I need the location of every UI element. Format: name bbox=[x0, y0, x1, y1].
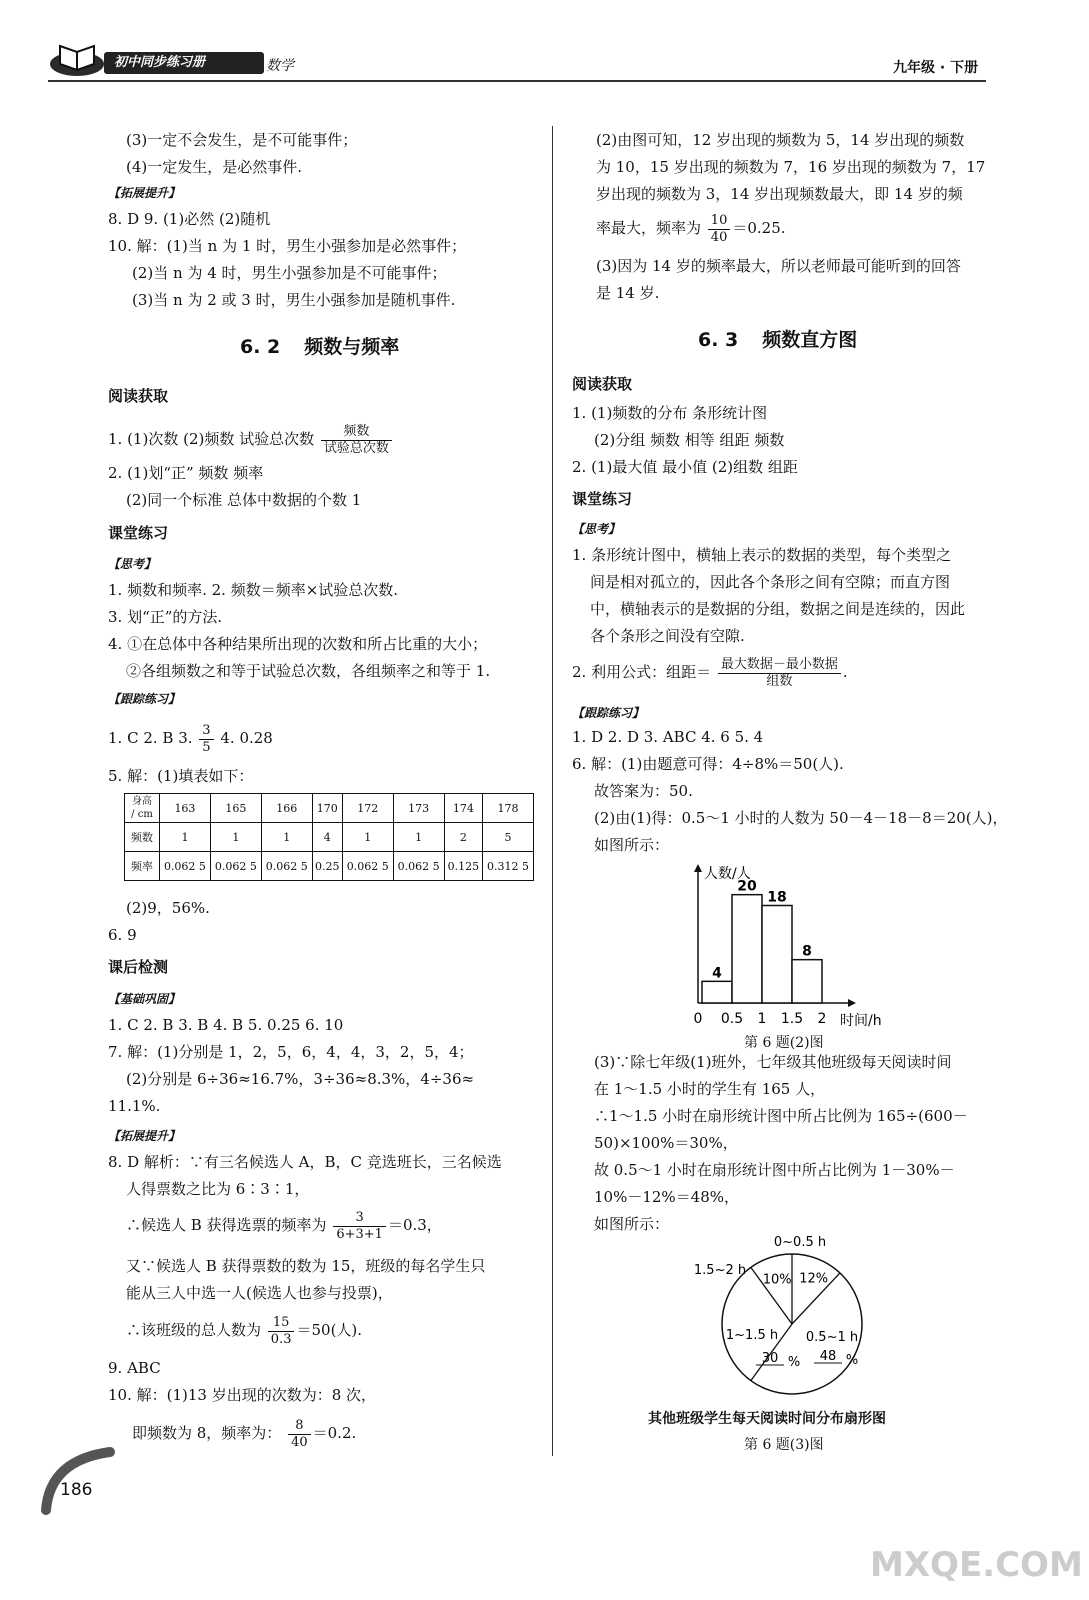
section-heading-6-2: 6. 2 频数与频率 bbox=[240, 336, 400, 358]
table-cell: 5 bbox=[483, 823, 534, 852]
class-practice-title: 课堂练习 bbox=[572, 490, 633, 508]
table-cell: 0.062 5 bbox=[393, 852, 444, 881]
text-line: 在 1～1.5 小时的学生有 165 人， bbox=[594, 1080, 826, 1098]
bar-value-label: 8 bbox=[802, 943, 812, 960]
text-line: 如图所示： bbox=[594, 1215, 670, 1233]
tag-think: 【思考】 bbox=[108, 557, 157, 571]
text-line: (4)一定发生，是必然事件. bbox=[126, 158, 303, 176]
table-cell: 166 bbox=[261, 794, 312, 823]
text-line: (3)∵除七年级(1)班外，七年级其他班级每天阅读时间 bbox=[594, 1053, 952, 1071]
text-line: 又∵候选人 B 获得票数的数为 15，班级的每名学生只 bbox=[126, 1257, 486, 1275]
fraction: $\frac{3}{5}$ bbox=[199, 723, 213, 756]
table-cell: 0.062 5 bbox=[160, 852, 211, 881]
text-line: 1. C 2. B 3. $\frac{3}{5}$ 4. 0.28 bbox=[108, 722, 273, 755]
table-row bbox=[125, 823, 534, 852]
table-cell: 2 bbox=[444, 823, 482, 852]
pie-category-label: 0.5~1 h bbox=[805, 1330, 859, 1345]
watermark: MXQE.COM bbox=[870, 1545, 1083, 1585]
text-line: 能从三人中选一人(候选人也参与投票)， bbox=[126, 1284, 393, 1302]
text-line: (2)同一个标准 总体中数据的个数 1 bbox=[126, 491, 362, 509]
text-line: (3)当 n 为 2 或 3 时，男生小强参加是随机事件. bbox=[132, 291, 456, 309]
text-line: ∴候选人 B 获得选票的频率为 $\frac{3}{6+3+1}$ ＝0.3， bbox=[126, 1209, 442, 1242]
text-line: ②各组频数之和等于试验总次数，各组频率之和等于 1. bbox=[126, 662, 491, 680]
book-logo-icon bbox=[48, 34, 106, 78]
table-cell: 1 bbox=[160, 823, 211, 852]
text-line: 11.1%. bbox=[108, 1097, 161, 1115]
text-line: (3)因为 14 岁的频率最大，所以老师最可能听到的回答 bbox=[596, 257, 961, 275]
pie-value-label: 10% bbox=[762, 1272, 792, 1288]
header-logo bbox=[48, 34, 106, 78]
text-line: 中，横轴表示的是数据的分组，数据之间是连续的，因此 bbox=[590, 600, 966, 618]
page-number: 186 bbox=[60, 1480, 93, 1500]
table-cell: 0.062 5 bbox=[210, 852, 261, 881]
text-line: (2)分别是 6÷36≈16.7%，3÷36≈8.3%，4÷36≈ bbox=[126, 1070, 475, 1088]
text-line: 50)×100%＝30%， bbox=[594, 1134, 738, 1152]
tag-track: 【跟踪练习】 bbox=[108, 692, 181, 706]
text-line: 4. ①在总体中各种结果所出现的次数和所占比重的大小； bbox=[108, 635, 488, 653]
histogram-caption: 第 6 题(2)图 bbox=[744, 1035, 824, 1051]
table-header-cell: 身高 / cm bbox=[125, 794, 160, 823]
histogram-bar bbox=[792, 960, 822, 1003]
text-line: (2)分组 频数 相等 组距 频数 bbox=[594, 431, 785, 449]
table-cell: 165 bbox=[210, 794, 261, 823]
text-line: 7. 解：(1)分别是 1，2，5，6，4，4，3，2，5，4； bbox=[108, 1043, 474, 1061]
section-heading-6-3: 6. 3 频数直方图 bbox=[698, 329, 858, 351]
text-line: 1. C 2. B 3. B 4. B 5. 0.25 6. 10 bbox=[108, 1016, 344, 1034]
text-line: 1. D 2. D 3. ABC 4. 6 5. 4 bbox=[572, 728, 764, 746]
text-line: (2)由图可知，12 岁出现的频数为 5，14 岁出现的频数 bbox=[596, 131, 965, 149]
pie-title: 其他班级学生每天阅读时间分布扇形图 bbox=[648, 1411, 886, 1427]
text-line: 6. 解：(1)由题意可得：4÷8%＝50(人). bbox=[572, 755, 844, 773]
table-cell: 170 bbox=[312, 794, 342, 823]
text-line: 2. (1)划“正” 频数 频率 bbox=[108, 464, 264, 482]
y-axis-arrow bbox=[694, 864, 702, 872]
table-cell: 0.25 bbox=[312, 852, 342, 881]
pie-percent-sign: % bbox=[787, 1355, 801, 1370]
text-line: 8. D 9. (1)必然 (2)随机 bbox=[108, 210, 271, 228]
bar-value-label: 4 bbox=[712, 965, 722, 982]
pie-category-label: 0~0.5 h bbox=[773, 1235, 827, 1250]
text-line: (2)9，56%. bbox=[126, 899, 210, 917]
text-line: 9. ABC bbox=[108, 1359, 161, 1377]
x-tick-label: 2 bbox=[817, 1011, 827, 1027]
book-title: 初中同步练习册 bbox=[114, 55, 206, 70]
frequency-table bbox=[124, 793, 534, 881]
pie-percent-sign: % bbox=[845, 1353, 859, 1368]
text-line: 即频数为 8，频率为： $\frac{8}{40}$ ＝0.2. bbox=[132, 1417, 357, 1450]
table-cell: 1 bbox=[210, 823, 261, 852]
text-line: 率最大，频率为 $\frac{10}{40}$ ＝0.25. bbox=[596, 212, 786, 245]
text-line: 10. 解：(1)当 n 为 1 时，男生小强参加是必然事件； bbox=[108, 237, 467, 255]
text-line: 1. (1)次数 (2)频数 试验总次数 $\frac{\text{频数}}{\text{试验总次数}}$ bbox=[108, 418, 394, 460]
fraction: $\frac{15}{0.3}$ bbox=[268, 1315, 295, 1348]
text-line: ∴该班级的总人数为 $\frac{15}{0.3}$ ＝50(人). bbox=[126, 1314, 363, 1347]
histogram-bar bbox=[702, 981, 732, 1003]
header-grade: 九年级 · 下册 bbox=[893, 60, 979, 76]
text-line: 故答案为：50. bbox=[594, 782, 693, 800]
header-subject: 数学 bbox=[266, 58, 294, 74]
table-cell: 1 bbox=[393, 823, 444, 852]
x-axis-arrow bbox=[848, 999, 856, 1007]
text-line: 2. (1)最大值 最小值 (2)组数 组距 bbox=[572, 458, 798, 476]
table-row bbox=[125, 852, 534, 881]
table-cell: 172 bbox=[342, 794, 393, 823]
text-line: 人得票数之比为 6∶3∶1， bbox=[126, 1180, 310, 1198]
tag-extension: 【拓展提升】 bbox=[108, 1129, 181, 1143]
tag-think: 【思考】 bbox=[572, 522, 621, 536]
text-line: 2. 利用公式：组距＝ $\frac{\text{最大数据－最小数据}}{\text{组数}}$ . bbox=[572, 656, 848, 689]
pie-caption: 第 6 题(3)图 bbox=[744, 1437, 824, 1453]
table-cell: 0.062 5 bbox=[261, 852, 312, 881]
fraction: $\frac{8}{40}$ bbox=[288, 1418, 311, 1451]
tag-track: 【跟踪练习】 bbox=[572, 706, 645, 720]
read-title: 阅读获取 bbox=[108, 387, 169, 405]
text-line: 如图所示： bbox=[594, 836, 670, 854]
x-tick-label: 0 bbox=[693, 1011, 703, 1027]
x-tick-label: 1 bbox=[757, 1011, 767, 1027]
table-cell: 0.312 5 bbox=[483, 852, 534, 881]
x-tick-label: 1.5 bbox=[780, 1011, 804, 1027]
table-cell: 0.125 bbox=[444, 852, 482, 881]
pie-value-label: 48 bbox=[819, 1349, 837, 1364]
table-header-cell: 频率 bbox=[125, 852, 160, 881]
pie-chart bbox=[680, 1234, 900, 1404]
table-cell: 174 bbox=[444, 794, 482, 823]
text-line: 6. 9 bbox=[108, 926, 137, 944]
read-title: 阅读获取 bbox=[572, 375, 633, 393]
header-banner bbox=[104, 52, 264, 74]
after-class-title: 课后检测 bbox=[108, 958, 169, 976]
text-line: (3)一定不会发生，是不可能事件； bbox=[126, 131, 358, 149]
table-cell: 173 bbox=[393, 794, 444, 823]
text-line: 5. 解：(1)填表如下： bbox=[108, 767, 254, 785]
x-tick-label: 0.5 bbox=[720, 1011, 744, 1027]
text-line: 各个条形之间没有空隙. bbox=[590, 627, 745, 645]
pie-category-label: 1.5~2 h bbox=[693, 1263, 747, 1278]
x-axis-label: 时间/h bbox=[840, 1013, 882, 1029]
table-cell: 4 bbox=[312, 823, 342, 852]
text-line: 是 14 岁. bbox=[596, 284, 660, 302]
histogram-bar bbox=[762, 906, 792, 1004]
fraction: $\frac{3}{6+3+1}$ bbox=[333, 1210, 386, 1243]
histogram-chart bbox=[680, 858, 910, 1058]
column-divider bbox=[552, 126, 553, 1456]
fraction: $\frac{\text{最大数据－最小数据}}{\text{组数}}$ bbox=[718, 657, 841, 690]
table-row bbox=[125, 794, 534, 823]
table-header-cell: 频数 bbox=[125, 823, 160, 852]
table-cell: 178 bbox=[483, 794, 534, 823]
text-line: 间是相对孤立的，因此各个条形之间有空隙；而直方图 bbox=[590, 573, 951, 591]
text-line: ∴1～1.5 小时在扇形统计图中所占比例为 165÷(600－ bbox=[594, 1107, 968, 1125]
bar-value-label: 18 bbox=[767, 889, 787, 906]
table-cell: 1 bbox=[261, 823, 312, 852]
table-cell: 0.062 5 bbox=[342, 852, 393, 881]
fraction: $\frac{\text{频数}}{\text{试验总次数}}$ bbox=[321, 424, 392, 457]
table-cell: 1 bbox=[342, 823, 393, 852]
text-line: 岁出现的频数为 3，14 岁出现频数最大，即 14 岁的频 bbox=[596, 185, 963, 203]
text-line: 1. 条形统计图中，横轴上表示的数据的类型，每个类型之 bbox=[572, 546, 952, 564]
fraction: $\frac{10}{40}$ bbox=[708, 213, 731, 246]
text-line: 1. (1)频数的分布 条形统计图 bbox=[572, 404, 768, 422]
tag-extension: 【拓展提升】 bbox=[108, 186, 181, 200]
header-rule bbox=[48, 80, 986, 82]
class-practice-title: 课堂练习 bbox=[108, 524, 169, 542]
table-cell: 163 bbox=[160, 794, 211, 823]
text-line: 10. 解：(1)13 岁出现的次数为：8 次， bbox=[108, 1386, 377, 1404]
text-line: 3. 划“正”的方法. bbox=[108, 608, 223, 626]
histogram-bar bbox=[732, 895, 762, 1003]
text-line: 故 0.5～1 小时在扇形统计图中所占比例为 1－30%－ bbox=[594, 1161, 955, 1179]
pie-category-label: 1~1.5 h bbox=[725, 1328, 779, 1343]
text-line: 为 10，15 岁出现的频数为 7，16 岁出现的频数为 7，17 bbox=[596, 158, 986, 176]
text-line: 1. 频数和频率. 2. 频数＝频率×试验总次数. bbox=[108, 581, 399, 599]
bar-value-label: 20 bbox=[737, 878, 757, 895]
tag-basic: 【基础巩固】 bbox=[108, 992, 181, 1006]
y-axis-label: 人数/人 bbox=[704, 866, 751, 882]
text-line: (2)由(1)得：0.5～1 小时的人数为 50－4－18－8＝20(人)， bbox=[594, 809, 1008, 827]
pie-value-label: 30 bbox=[761, 1351, 779, 1366]
pie-value-label: 12% bbox=[799, 1271, 829, 1287]
text-line: 10%－12%＝48%， bbox=[594, 1188, 740, 1206]
text-line: 8. D 解析：∵有三名候选人 A，B，C 竞选班长，三名候选 bbox=[108, 1153, 502, 1171]
text-line: (2)当 n 为 4 时，男生小强参加是不可能事件； bbox=[132, 264, 447, 282]
